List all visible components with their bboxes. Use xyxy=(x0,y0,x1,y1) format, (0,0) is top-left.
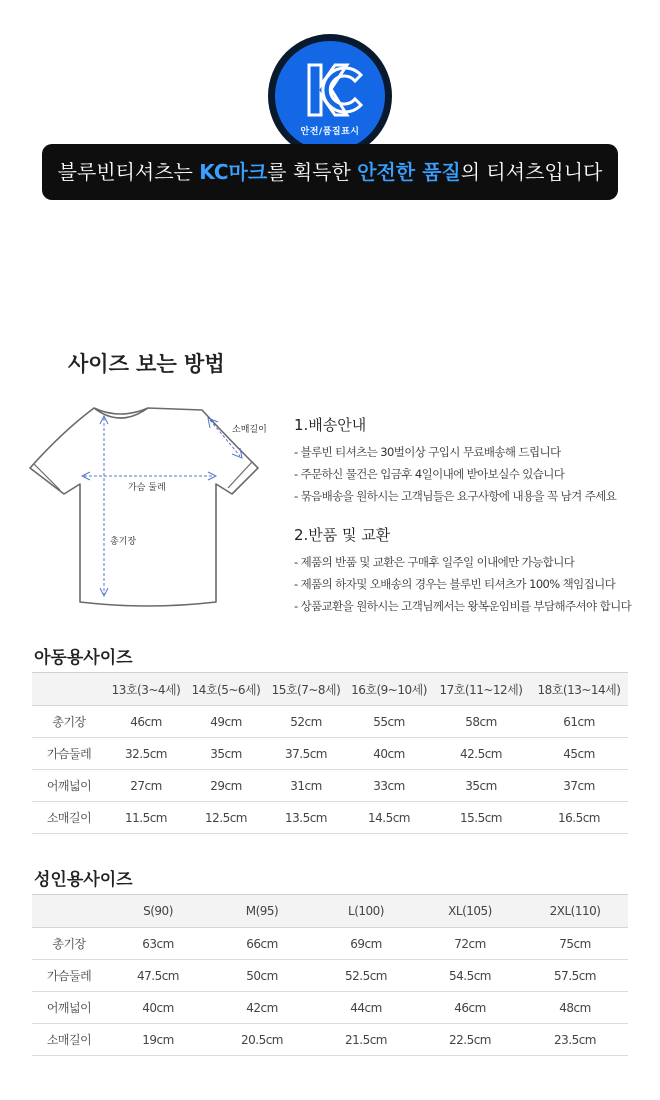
column-header: 18호(13~14세) xyxy=(530,673,628,706)
table-row xyxy=(32,738,628,770)
table-cell: 27cm xyxy=(106,770,186,802)
table-row xyxy=(32,928,628,960)
table-cell: 40cm xyxy=(106,992,210,1024)
table-cell: 48cm xyxy=(522,992,628,1024)
table-header-row xyxy=(32,895,628,928)
table-cell: 47.5cm xyxy=(106,960,210,992)
returns-line: - 제품의 반품 및 교환은 구매후 일주일 이내에만 가능합니다 xyxy=(294,555,575,569)
row-label: 총기장 xyxy=(32,928,106,960)
shipping-line: - 블루빈 티셔츠는 30벌이상 구입시 무료배송해 드립니다 xyxy=(294,445,561,459)
table-cell: 69cm xyxy=(314,928,418,960)
table-cell: 37.5cm xyxy=(266,738,346,770)
table-cell: 35cm xyxy=(432,770,530,802)
table-cell: 52.5cm xyxy=(314,960,418,992)
table-cell: 11.5cm xyxy=(106,802,186,834)
kids-size-title: 아동용사이즈 xyxy=(34,648,133,668)
table-cell: 52cm xyxy=(266,706,346,738)
adult-size-table xyxy=(32,894,628,1056)
column-header xyxy=(32,895,106,928)
column-header: 13호(3~4세) xyxy=(106,673,186,706)
table-cell: 49cm xyxy=(186,706,266,738)
table-cell: 44cm xyxy=(314,992,418,1024)
chest-label: 가슴 둘레 xyxy=(128,483,166,493)
table-cell: 75cm xyxy=(522,928,628,960)
column-header: 2XL(110) xyxy=(522,895,628,928)
table-cell: 42.5cm xyxy=(432,738,530,770)
table-cell: 31cm xyxy=(266,770,346,802)
row-label: 소매길이 xyxy=(32,1024,106,1056)
kc-banner xyxy=(42,144,618,200)
row-label: 소매길이 xyxy=(32,802,106,834)
column-header: 16호(9~10세) xyxy=(346,673,432,706)
tshirt-outline xyxy=(30,408,258,606)
length-label: 총기장 xyxy=(110,537,137,547)
sleeve-label: 소매길이 xyxy=(232,425,267,435)
table-cell: 40cm xyxy=(346,738,432,770)
table-cell: 21.5cm xyxy=(314,1024,418,1056)
table-cell: 33cm xyxy=(346,770,432,802)
table-cell: 37cm xyxy=(530,770,628,802)
table-cell: 55cm xyxy=(346,706,432,738)
table-cell: 32.5cm xyxy=(106,738,186,770)
table-cell: 20.5cm xyxy=(210,1024,314,1056)
kids-size-table xyxy=(32,672,628,834)
kc-mark-circle xyxy=(275,41,385,151)
table-cell: 58cm xyxy=(432,706,530,738)
table-row xyxy=(32,1024,628,1056)
row-label: 가슴둘레 xyxy=(32,738,106,770)
banner-text-mid: 를 획득한 xyxy=(267,160,358,184)
table-cell: 19cm xyxy=(106,1024,210,1056)
shipping-heading: 1.배송안내 xyxy=(294,416,367,434)
kc-badge xyxy=(268,34,392,158)
size-guide-title: 사이즈 보는 방법 xyxy=(68,352,225,376)
table-cell: 61cm xyxy=(530,706,628,738)
column-header: S(90) xyxy=(106,895,210,928)
returns-heading: 2.반품 및 교환 xyxy=(294,526,391,544)
table-cell: 22.5cm xyxy=(418,1024,522,1056)
table-header-row xyxy=(32,673,628,706)
column-header: XL(105) xyxy=(418,895,522,928)
row-label: 총기장 xyxy=(32,706,106,738)
table-cell: 63cm xyxy=(106,928,210,960)
table-cell: 23.5cm xyxy=(522,1024,628,1056)
banner-kc-mark: KC마크 xyxy=(199,160,268,184)
table-cell: 46cm xyxy=(106,706,186,738)
table-cell: 15.5cm xyxy=(432,802,530,834)
adult-size-title: 성인용사이즈 xyxy=(34,870,133,890)
banner-quality: 안전한 품질 xyxy=(357,160,461,184)
shipping-info xyxy=(294,414,654,507)
shipping-line: - 묶음배송을 원하시는 고객님들은 요구사항에 내용을 꼭 남겨 주세요 xyxy=(294,489,617,503)
table-cell: 16.5cm xyxy=(530,802,628,834)
table-cell: 45cm xyxy=(530,738,628,770)
shipping-line: - 주문하신 물건은 입금후 4일이내에 받아보실수 있습니다 xyxy=(294,467,565,481)
table-cell: 29cm xyxy=(186,770,266,802)
column-header xyxy=(32,673,106,706)
returns-info xyxy=(294,524,654,617)
table-row xyxy=(32,802,628,834)
banner-text-pre: 블루빈티셔츠는 xyxy=(57,160,200,184)
table-cell: 12.5cm xyxy=(186,802,266,834)
column-header: 17호(11~12세) xyxy=(432,673,530,706)
column-header: 15호(7~8세) xyxy=(266,673,346,706)
table-cell: 46cm xyxy=(418,992,522,1024)
column-header: 14호(5~6세) xyxy=(186,673,266,706)
kc-caption: 안전/품질표시 xyxy=(300,127,360,137)
tshirt-diagram xyxy=(26,398,270,616)
table-cell: 72cm xyxy=(418,928,522,960)
returns-line: - 상품교환을 원하시는 고객님께서는 왕복운임비를 부담해주셔야 합니다 xyxy=(294,599,632,613)
column-header: L(100) xyxy=(314,895,418,928)
table-cell: 57.5cm xyxy=(522,960,628,992)
table-row xyxy=(32,770,628,802)
table-cell: 13.5cm xyxy=(266,802,346,834)
row-label: 어깨넓이 xyxy=(32,992,106,1024)
row-label: 가슴둘레 xyxy=(32,960,106,992)
table-cell: 35cm xyxy=(186,738,266,770)
table-cell: 54.5cm xyxy=(418,960,522,992)
table-cell: 66cm xyxy=(210,928,314,960)
table-cell: 42cm xyxy=(210,992,314,1024)
table-cell: 50cm xyxy=(210,960,314,992)
table-row xyxy=(32,960,628,992)
returns-line: - 제품의 하자및 오배송의 경우는 블루빈 티셔츠가 100% 책임집니다 xyxy=(294,577,616,591)
row-label: 어깨넓이 xyxy=(32,770,106,802)
banner-text-post: 의 티셔츠입니다 xyxy=(460,160,603,184)
table-row xyxy=(32,992,628,1024)
table-row xyxy=(32,706,628,738)
column-header: M(95) xyxy=(210,895,314,928)
table-cell: 14.5cm xyxy=(346,802,432,834)
